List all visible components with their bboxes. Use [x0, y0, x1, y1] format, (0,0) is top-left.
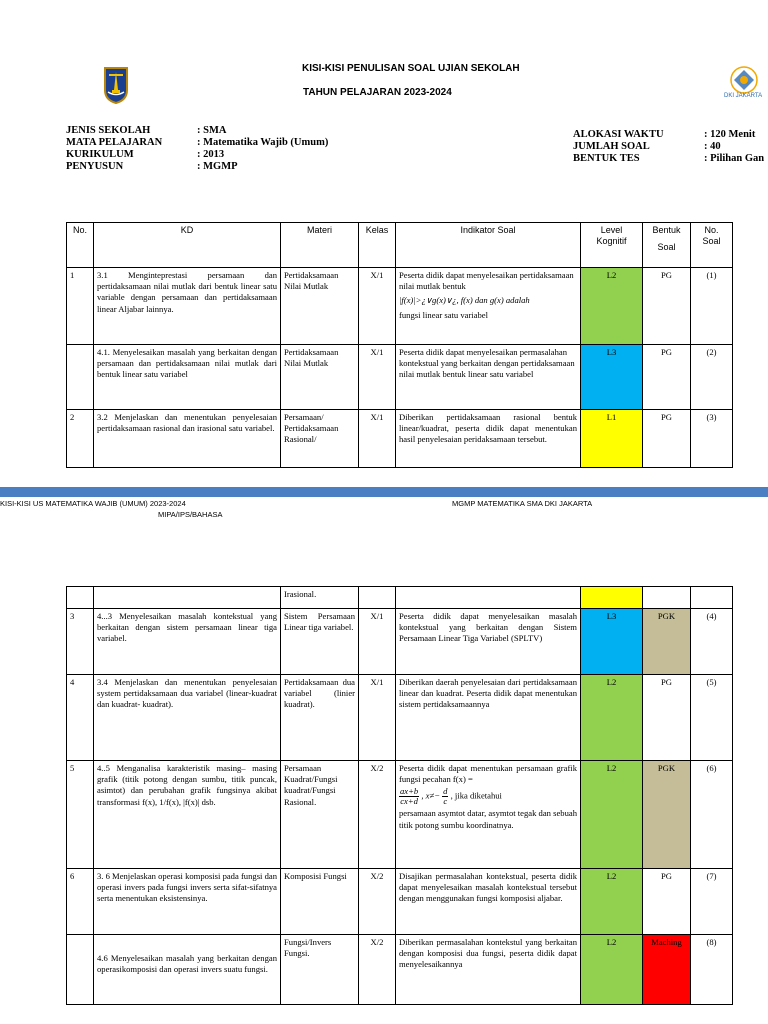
cell-materi: Pertidaksamaan dua variabel (linier kuadrat). — [281, 675, 359, 761]
info-row-penyusun: PENYUSUN : MGMP — [66, 161, 238, 172]
cell-nosoal: (2) — [691, 345, 733, 410]
cell-indikator: Diberikan pertidaksamaan rasional bentuk linear/kuadrat, peserta didik dapat menentukan hasil penyelesaian peridaksamaan tersebut. — [396, 410, 581, 468]
cell-indikator: Peserta didik dapat menyelesaikan masalah kontekstual yang berkaitan dengan Sistem Persamaan Linear Tiga Variabel (SPLTV) — [396, 609, 581, 675]
cell-materi: Pertidaksamaan Nilai Mutlak — [281, 268, 359, 345]
cell-nosoal: (4) — [691, 609, 733, 675]
cell-bentuk: PG — [643, 345, 691, 410]
cell-kelas: X/1 — [359, 268, 396, 345]
cell-bentuk: PG — [643, 869, 691, 935]
dki-emblem-logo — [103, 66, 129, 104]
header-kelas: Kelas — [359, 223, 396, 268]
table-row — [67, 587, 733, 609]
cell-kd: 3.2 Menjelaskan dan menentukan penyelesaian pertidaksamaan rasional dan irasional satu variabel. — [94, 410, 281, 468]
table-row — [67, 675, 733, 761]
cell-bentuk: Maching — [643, 935, 691, 1005]
cell-kd — [94, 587, 281, 609]
cell-indikator: Diberikan permasalahan kontekstul yang berkaitan dengan komposisi dua fungsi, peserta didik dapat menyelesaikannya — [396, 935, 581, 1005]
document-subtitle: TAHUN PELAJARAN 2023-2024 — [303, 87, 452, 98]
header-indikator: Indikator Soal — [396, 223, 581, 268]
cell-indikator: Peserta didik dapat menyelesaikan permasalahan kontekstual yang berkaitan dengan pertidaksamaan nilai mutlak bentuk linear satu variabel — [396, 345, 581, 410]
cell-bentuk — [643, 587, 691, 609]
cell-no — [67, 345, 94, 410]
cell-materi: Persamaan/ Pertidaksamaan Rasional/ — [281, 410, 359, 468]
cell-no: 5 — [67, 761, 94, 869]
cell-level: L2 — [581, 869, 643, 935]
cell-nosoal — [691, 587, 733, 609]
table-row — [67, 761, 733, 869]
cell-nosoal: (3) — [691, 410, 733, 468]
cell-kelas: X/1 — [359, 345, 396, 410]
table-row — [67, 869, 733, 935]
info-left — [66, 125, 328, 173]
info-row-jenis-sekolah: JENIS SEKOLAH : SMA — [66, 125, 227, 136]
table-row — [67, 935, 733, 1005]
info-row-bentuk-tes: BENTUK TES : Pilihan Gan — [573, 153, 765, 164]
cell-indikator: Disajikan permasalahan kontekstual, peserta didik dapat menyelesaikan masalah kontekstual tersebut dengan menggunakan fungsi komposisi aljabar. — [396, 869, 581, 935]
cell-nosoal: (5) — [691, 675, 733, 761]
cell-kelas: X/2 — [359, 935, 396, 1005]
cell-kelas: X/1 — [359, 410, 396, 468]
kisi-table-page1 — [66, 222, 733, 468]
document-title: KISI-KISI PENULISAN SOAL UJIAN SEKOLAH — [302, 63, 520, 74]
cell-indikator — [396, 587, 581, 609]
header-bentuk: Bentuk Soal — [643, 223, 691, 268]
cell-bentuk: PGK — [643, 609, 691, 675]
cell-no: 6 — [67, 869, 94, 935]
fraction-formula: $\frac{ax+b}{cx+d}$ , x≠− $\frac{d}{c}$ , jika diketahui — [400, 786, 502, 807]
cell-level: L2 — [581, 935, 643, 1005]
cell-level: L2 — [581, 268, 643, 345]
cell-materi: Pertidaksamaan Nilai Mutlak — [281, 345, 359, 410]
cell-kd: 4..5 Menganalisa karakteristik masing– masing grafik (titik potong dengan sumbu, titik puncak, asimtot) dan perubahan grafik fungsinya akibat transformasi f(x), 1/f(x), |f(x)| dsb. — [94, 761, 281, 869]
cell-nosoal: (7) — [691, 869, 733, 935]
cell-kelas: X/2 — [359, 869, 396, 935]
cell-kd: 4.1. Menyelesaikan masalah yang berkaitan dengan persamaan dan pertidaksamaan nilai mutlak dari bentuk linear satu variabel — [94, 345, 281, 410]
cell-nosoal: (8) — [691, 935, 733, 1005]
cell-no: 4 — [67, 675, 94, 761]
header-materi: Materi — [281, 223, 359, 268]
cell-level: L2 — [581, 675, 643, 761]
fraction-1: $\frac{ax+b}{cx+d}$ — [400, 786, 419, 807]
cell-nosoal: (1) — [691, 268, 733, 345]
cell-nosoal: (6) — [691, 761, 733, 869]
cell-materi: Sistem Persamaan Linear tiga variabel. — [281, 609, 359, 675]
cell-kd: 4.6 Menyelesaikan masalah yang berkaitan dengan operasikomposisi dan operasi invers suatu fungsi. — [94, 935, 281, 1005]
fraction-2: $\frac{d}{c}$ — [443, 786, 448, 807]
mgmp-logo — [718, 60, 768, 104]
cell-materi: Persamaan Kuadrat/Fungsi kuadrat/Fungsi Rasional. — [281, 761, 359, 869]
info-right — [573, 129, 764, 165]
cell-level: L1 — [581, 410, 643, 468]
cell-indikator: Peserta didik dapat menentukan persamaan grafik fungsi pecahan f(x) = $\frac{ax+b}{cx+d}$ , x≠− $\frac{d}{c}$ , jika diketahui persamaan asymtot datar, asymtot tegak dan sebuah titik potong sumbu koordinatnya. — [396, 761, 581, 869]
cell-kelas — [359, 587, 396, 609]
cell-no — [67, 587, 94, 609]
footer-left-line2: MIPA/IPS/BAHASA — [158, 510, 223, 519]
cell-materi: Fungsi/Invers Fungsi. — [281, 935, 359, 1005]
footer-left-line1: KISI-KISI US MATEMATIKA WAJIB (UMUM) 2023-2024 — [0, 499, 186, 508]
cell-indikator: Diberikan daerah penyelesaian dari pertidaksamaan linear dan kuadrat. Peserta didik dapat menentukan sistem pertidaksamaannya — [396, 675, 581, 761]
table-header-row — [67, 223, 733, 268]
cell-kelas: X/1 — [359, 609, 396, 675]
cell-no: 2 — [67, 410, 94, 468]
cell-kd: 3.1 Menginteprestasi persamaan dan pertidaksamaan nilai mutlak dari bentuk linear satu variable dengan persamaan dan pertidaksamaan linear Aljabar lainnya. — [94, 268, 281, 345]
info-row-kurikulum: KURIKULUM : 2013 — [66, 149, 225, 160]
page-footer-bar — [0, 487, 768, 497]
cell-level: L2 — [581, 761, 643, 869]
info-row-jumlah-soal: JUMLAH SOAL : 40 — [573, 141, 721, 152]
footer-right: MGMP MATEMATIKA SMA DKI JAKARTA — [452, 499, 593, 508]
cell-bentuk: PGK — [643, 761, 691, 869]
cell-level: L3 — [581, 609, 643, 675]
cell-materi: Komposisi Fungsi — [281, 869, 359, 935]
table-row — [67, 345, 733, 410]
header-no: No. — [67, 223, 94, 268]
header-level: Level Kognitif — [581, 223, 643, 268]
cell-level — [581, 587, 643, 609]
cell-no: 3 — [67, 609, 94, 675]
cell-no: 1 — [67, 268, 94, 345]
cell-level: L3 — [581, 345, 643, 410]
cell-bentuk: PG — [643, 410, 691, 468]
table-row — [67, 410, 733, 468]
cell-bentuk: PG — [643, 268, 691, 345]
cell-kelas: X/2 — [359, 761, 396, 869]
cell-no — [67, 935, 94, 1005]
cell-materi: Irasional. — [281, 587, 359, 609]
cell-kd: 4...3 Menyelesaikan masalah kontekstual yang berkaitan dengan sistem persamaan linear tiga variabel. — [94, 609, 281, 675]
cell-kelas: X/1 — [359, 675, 396, 761]
table-row — [67, 609, 733, 675]
table-row — [67, 268, 733, 345]
header-kd: KD — [94, 223, 281, 268]
info-row-alokasi-waktu: ALOKASI WAKTU : 120 Menit — [573, 129, 756, 140]
info-row-mata-pelajaran: MATA PELAJARAN : Matematika Wajib (Umum) — [66, 137, 329, 148]
header-nosoal: No. Soal — [691, 223, 733, 268]
mgmp-logo-text: DKI JAKARTA — [724, 93, 763, 99]
cell-kd: 3. 6 Menjelaskan operasi komposisi pada fungsi dan operasi invers pada fungsi invers serta sifat-sifatnya serta menentukan eksistensinya. — [94, 869, 281, 935]
cell-indikator: Peserta didik dapat menyelesaikan pertidaksamaan nilai mutlak bentuk |f(x)|>¿∨g(x)∨¿, f(x) dan g(x) adalah fungsi linear satu variabel — [396, 268, 581, 345]
kisi-table-page2 — [66, 586, 733, 1005]
cell-kd: 3.4 Menjelaskan dan menentukan penyelesaian system pertidaksamaan dua variabel (linear-kuadrat dan kuadrat- kuadrat). — [94, 675, 281, 761]
cell-bentuk: PG — [643, 675, 691, 761]
